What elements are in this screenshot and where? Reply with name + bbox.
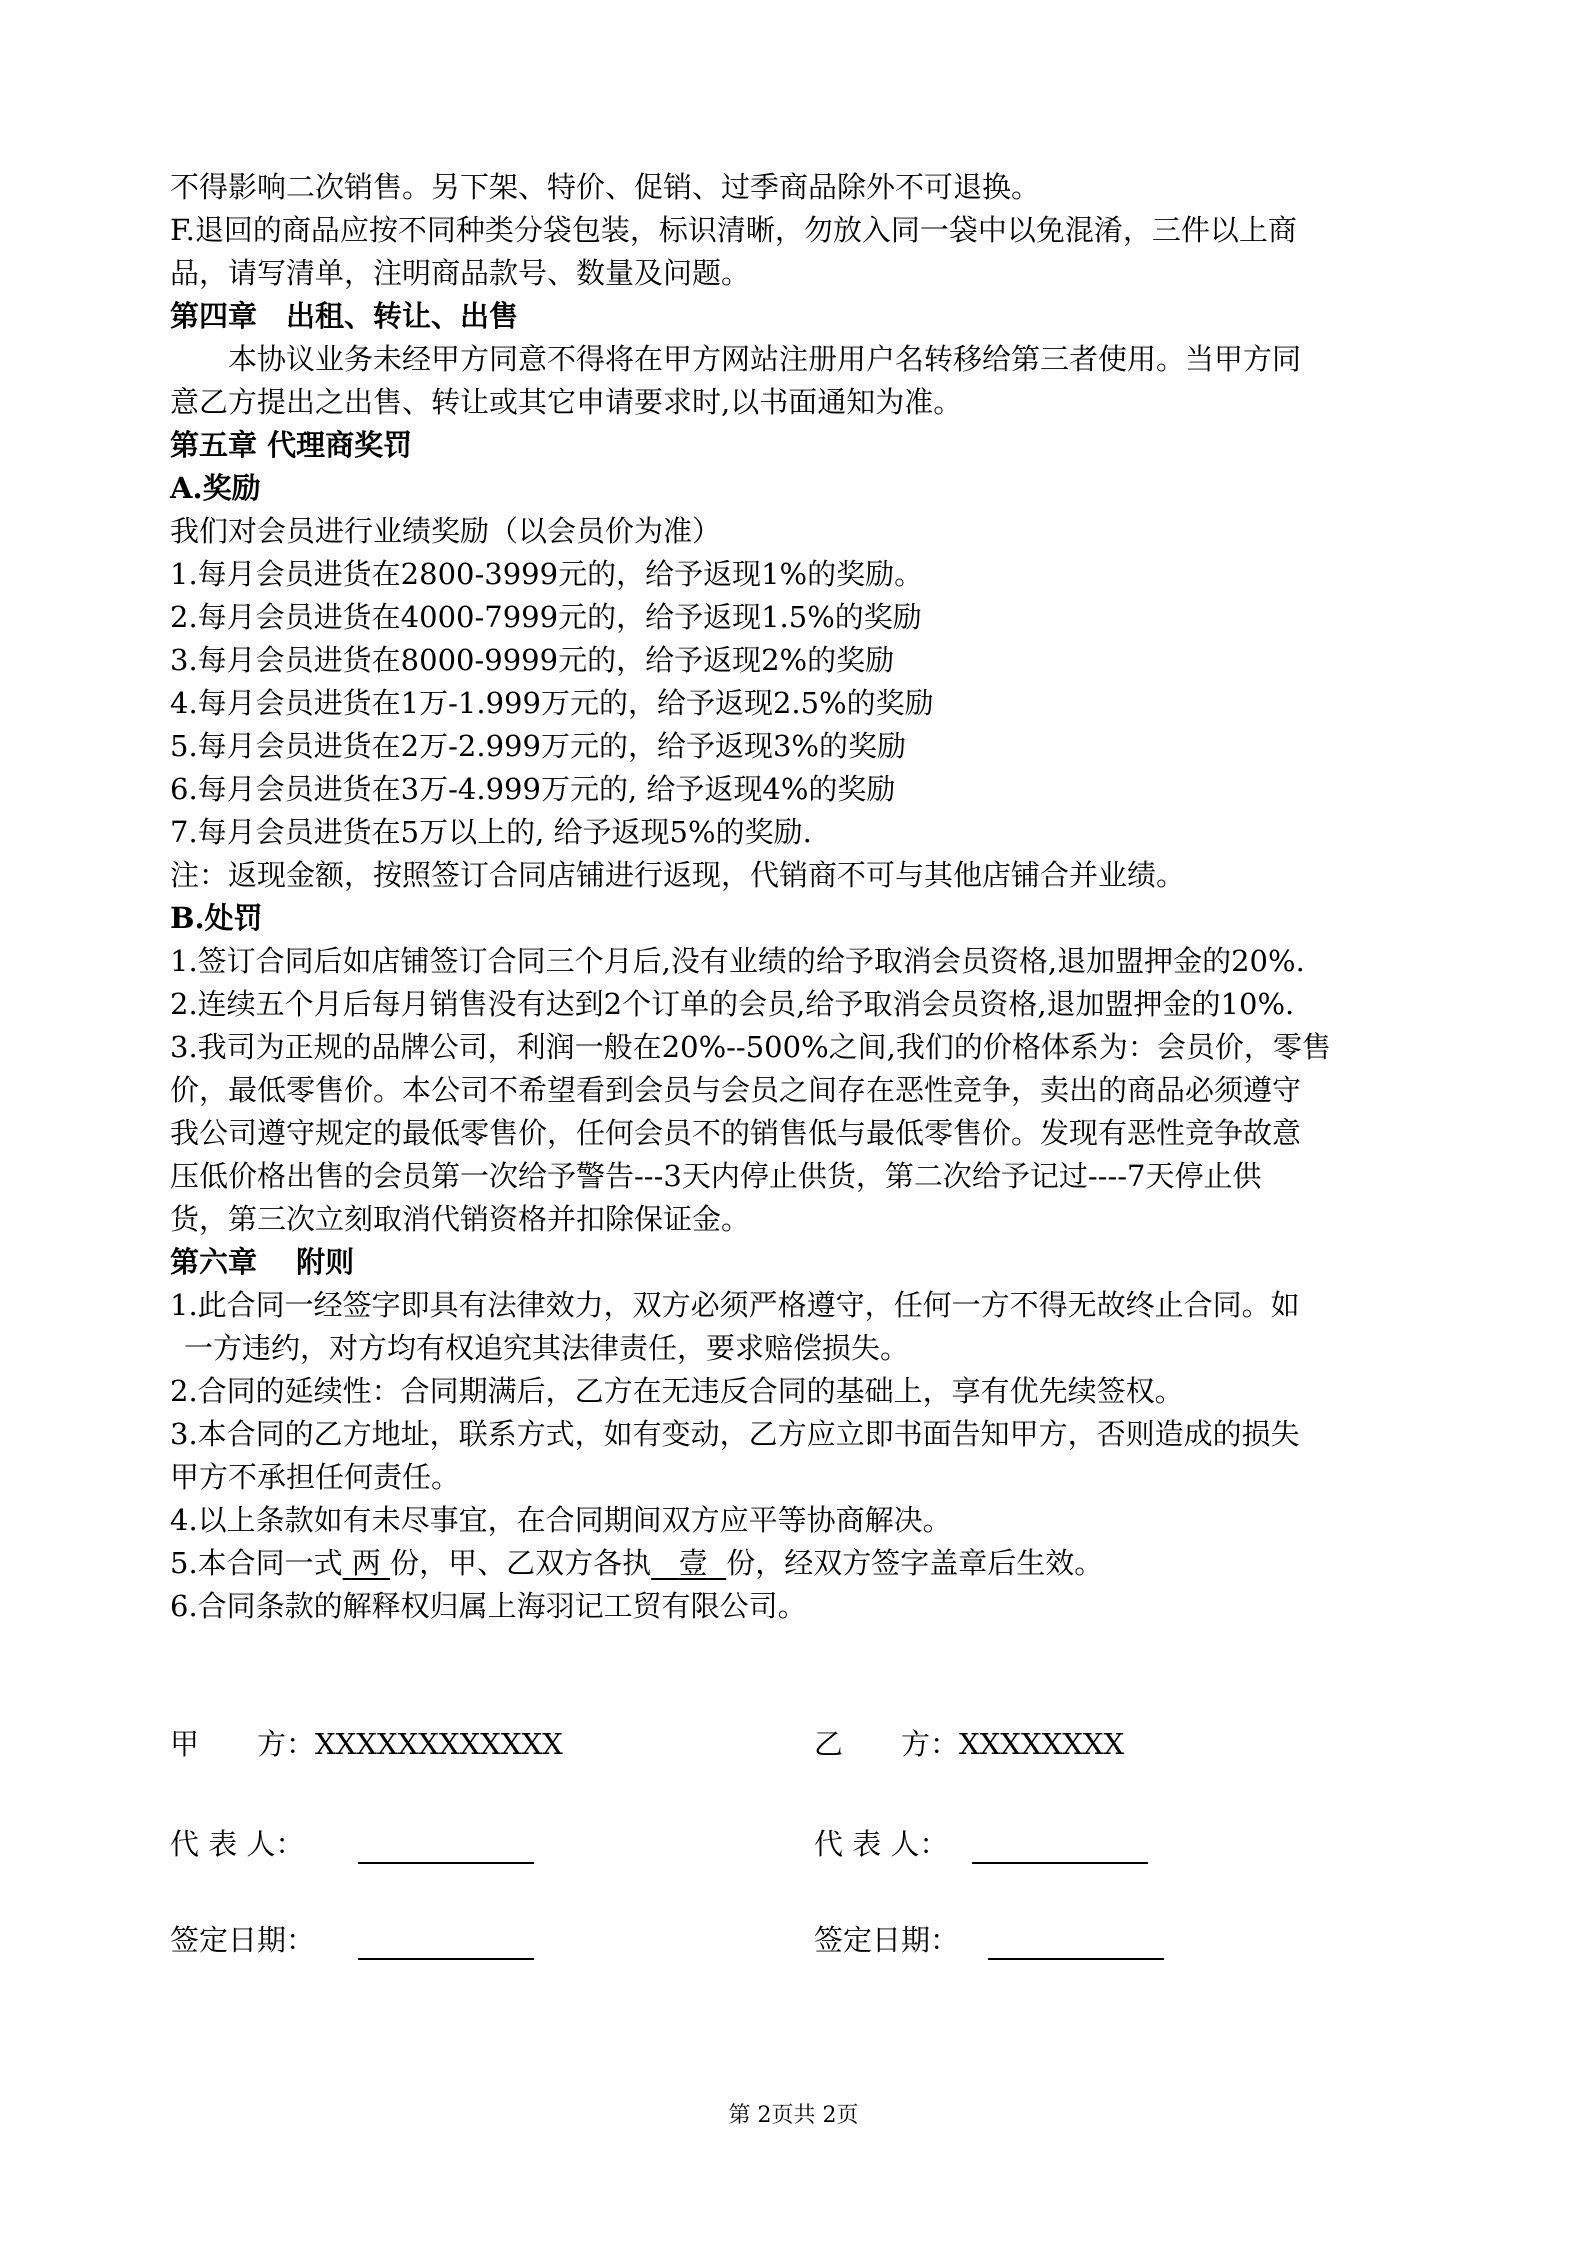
page-number: 第 2页共 2页 [728,2103,859,2128]
section-b-heading: B.处罚 [170,901,263,935]
party-b-date-blank[interactable] [988,1928,1164,1960]
body-line: 品，请写清单，注明商品款号、数量及问题。 [170,256,751,290]
penalty-item: 3.我司为正规的品牌公司，利润一般在20%--500%之间,我们的价格体系为：会员价，零售 [170,1030,1331,1064]
appendix-item: 1.此合同一经签字即具有法律效力，双方必须严格遵守，任何一方不得无故终止合同。如 [170,1288,1300,1322]
party-a-date-blank[interactable] [358,1928,534,1960]
penalty-item: 2.连续五个月后每月销售没有达到2个订单的会员,给予取消会员资格,退加盟押金的10%. [170,987,1295,1021]
clause5-each: 壹 [678,1546,708,1580]
section-a-heading: A.奖励 [170,471,261,505]
party-b-date-row [814,1920,1164,1960]
body-line: 价，最低零售价。本公司不希望看到会员与会员之间存在恶性竞争，卖出的商品必须遵守 [170,1073,1302,1107]
party-a-rep-row [170,1824,534,1864]
party-b-rep-blank[interactable] [972,1832,1148,1864]
reward-item: 7.每月会员进货在5万以上的, 给予返现5%的奖励. [170,815,812,849]
party-b-rep-label: 代 表 人： [814,1827,949,1861]
body-line: 不得影响二次销售。另下架、特价、促销、过季商品除外不可退换。 [170,170,1041,204]
reward-item: 4.每月会员进货在1万-1.999万元的，给予返现2.5%的奖励 [170,686,934,720]
party-a-date-label: 签定日期： [170,1923,316,1957]
body-line: 我公司遵守规定的最低零售价，任何会员不的销售低与最低零售价。发现有恶性竞争故意 [170,1116,1302,1150]
party-b-value: XXXXXXXX [959,1727,1125,1761]
clause5-suffix: 份，经双方签字盖章后生效。 [726,1546,1104,1580]
body-line: 我们对会员进行业绩奖励（以会员价为准） [170,514,722,548]
reward-note: 注：返现金额，按照签订合同店铺进行返现，代销商不可与其他店铺合并业绩。 [170,858,1186,892]
reward-item: 3.每月会员进货在8000-9999元的，给予返现2%的奖励 [170,643,895,677]
appendix-item-5 [170,1542,1430,1585]
clause5-prefix: 5.本合同一式 [170,1546,343,1580]
body-line: 货，第三次立刻取消代销资格并扣除保证金。 [170,1202,751,1236]
body-line: F.退回的商品应按不同种类分袋包装，标识清晰，勿放入同一袋中以免混淆，三件以上商 [170,213,1297,247]
reward-item: 2.每月会员进货在4000-7999元的，给予返现1.5%的奖励 [170,600,922,634]
chapter-6-heading: 第六章 附则 [170,1245,355,1279]
reward-item: 1.每月会员进货在2800-3999元的，给予返现1%的奖励。 [170,557,924,591]
party-b-rep-row [814,1824,1148,1864]
party-b-date-label: 签定日期： [814,1923,960,1957]
party-b-row [814,1724,1124,1764]
body-line: 压低价格出售的会员第一次给予警告---3天内停止供货，第二次给予记过----7天停止供 [170,1159,1262,1193]
clause5-copies: 两 [351,1546,381,1580]
contract-body [170,166,1430,1628]
appendix-item: 4.以上条款如有未尽事宜，在合同期间双方应平等协商解决。 [170,1503,952,1537]
chapter-4-heading: 第四章 出租、转让、出售 [170,299,519,333]
body-line: 意乙方提出之出售、转让或其它申请要求时,以书面通知为准。 [170,385,963,419]
party-a-row [170,1724,563,1764]
party-a-label: 甲 方： [170,1727,316,1761]
party-a-rep-blank[interactable] [358,1832,534,1864]
body-line: 本协议业务未经甲方同意不得将在甲方网站注册用户名转移给第三者使用。当甲方同 [228,342,1302,376]
penalty-item: 1.签订合同后如店铺签订合同三个月后,没有业绩的给予取消会员资格,退加盟押金的20%. [170,944,1305,978]
party-a-date-row [170,1920,534,1960]
body-line: 甲方不承担任何责任。 [170,1460,461,1494]
party-a-value: XXXXXXXXXXXX [315,1727,563,1761]
appendix-item: 3.本合同的乙方地址，联系方式，如有变动，乙方应立即书面告知甲方，否则造成的损失 [170,1417,1300,1451]
party-b-label: 乙 方： [814,1727,960,1761]
chapter-5-heading: 第五章 代理商奖罚 [170,428,413,462]
party-a-rep-label: 代 表 人： [170,1827,305,1861]
reward-item: 6.每月会员进货在3万-4.999万元的, 给予返现4%的奖励 [170,772,896,806]
appendix-item-6: 6.合同条款的解释权归属上海羽记工贸有限公司。 [170,1589,807,1623]
body-line: 一方违约，对方均有权追究其法律责任，要求赔偿损失。 [184,1331,910,1365]
clause5-mid: 份，甲、乙双方各执 [390,1546,652,1580]
reward-item: 5.每月会员进货在2万-2.999万元的，给予返现3%的奖励 [170,729,906,763]
appendix-item: 2.合同的延续性：合同期满后，乙方在无违反合同的基础上，享有优先续签权。 [170,1374,1184,1408]
